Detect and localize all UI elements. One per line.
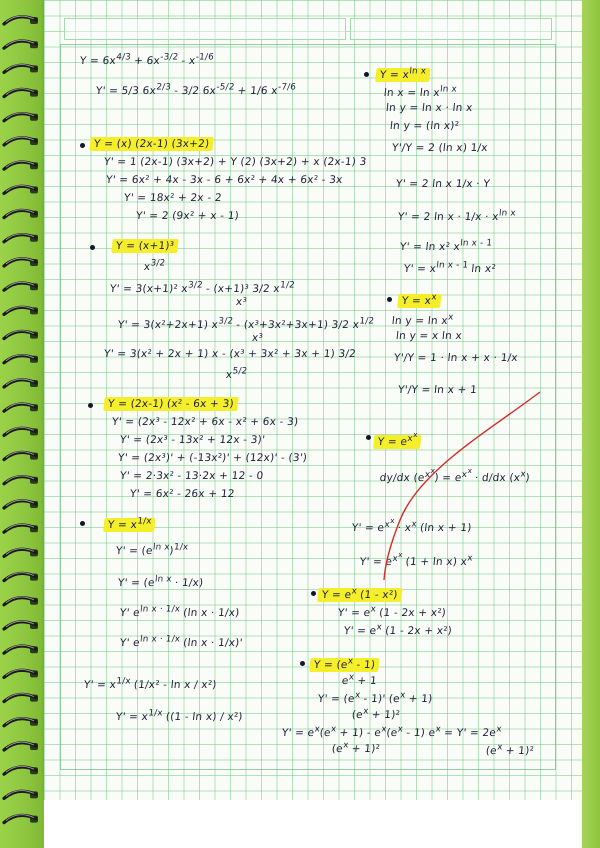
spiral-ring <box>4 65 38 73</box>
note-line-right-4: Y'/Y = 2 (ln x) 1/x <box>391 142 489 154</box>
note-line-right-26: $(e^x + 1)^2$ <box>331 740 381 755</box>
note-line-left-12: x³ <box>251 332 264 344</box>
spiral-ring <box>4 645 38 653</box>
spiral-ring <box>4 500 38 508</box>
note-line-left-20: Y' = 6x² - 26x + 12 <box>129 488 236 500</box>
spiral-ring <box>4 718 38 726</box>
spiral-ring <box>4 331 38 339</box>
note-line-left-5: Y' = 18x² + 2x - 2 <box>123 192 223 204</box>
spiral-ring <box>4 742 38 750</box>
bullet-dot <box>80 143 85 148</box>
note-line-right-5: Y' = 2 ln x 1/x · Y <box>395 178 491 190</box>
note-line-left-2: Y = (x) (2x-1) (3x+2) <box>89 138 214 150</box>
note-line-right-20: $Y' = e^x$ (1 - 2x + x²) <box>343 622 453 637</box>
note-line-left-19: Y' = 2·3x² - 13·2x + 12 - 0 <box>119 470 264 482</box>
note-line-left-8: $x^{3/2}$ <box>143 258 166 273</box>
spiral-ring <box>4 16 38 24</box>
note-line-left-21: $Y = x^{1/x}$ <box>103 516 156 531</box>
spiral-ring <box>4 307 38 315</box>
note-line-left-27: $Y' = x^{1/x}$ ((1 - ln x) / x²) <box>115 708 244 723</box>
note-line-right-6: Y' = 2 $\ln x \cdot 1/x \cdot x^{ln x}$ <box>397 208 517 223</box>
bullet-dot <box>311 591 316 596</box>
note-line-right-1: $\ln x = \ln x^{ln x}$ <box>383 84 458 99</box>
note-line-right-10: $\ln y = \ln x^x$ <box>391 312 455 327</box>
note-line-right-24: $(e^x + 1)^2$ <box>351 706 401 721</box>
note-line-left-1: Y' = 5/3 $6x^{2/3} - 3/2$ $6x^{-5/2} + 1/6$ $x^{-7/6}$ <box>95 82 297 97</box>
note-line-right-3: ln y = (ln x)² <box>389 120 460 132</box>
note-line-right-2: ln y = ln x · ln x <box>385 102 474 114</box>
page-header-box-left <box>64 18 346 40</box>
note-line-left-3: Y' = 1 (2x-1) (3x+2) + Y (2) (3x+2) + x (2x-1) 3 <box>103 156 368 168</box>
note-line-right-27: $(e^x + 1)^2$ <box>485 742 535 757</box>
spiral-ring <box>4 161 38 169</box>
note-line-left-25: Y' $e^{ln x \cdot 1/x}$ (ln x · 1/x)' <box>119 634 244 649</box>
spiral-ring <box>4 573 38 581</box>
spiral-ring <box>4 186 38 194</box>
bullet-dot <box>364 72 369 77</box>
spiral-ring <box>4 40 38 48</box>
note-line-right-18: $Y = e^x$ (1 - x²) <box>317 586 402 601</box>
note-line-right-12: Y'/Y = 1 · ln x + x · 1/x <box>393 352 519 364</box>
note-line-left-26: $Y' = x^{1/x}$ (1/x² - ln x / x²) <box>83 676 218 691</box>
spiral-ring <box>4 621 38 629</box>
spiral-ring <box>4 234 38 242</box>
note-line-right-23: $Y' = (e^x - 1)'$ $(e^x + 1)$ <box>317 690 434 705</box>
spiral-ring <box>4 549 38 557</box>
bullet-dot <box>366 435 371 440</box>
bullet-dot <box>90 245 95 250</box>
note-line-left-24: Y' $e^{ln x \cdot 1/x}$ (ln x · 1/x) <box>119 604 241 619</box>
note-line-right-22: $e^x + 1$ <box>341 672 378 687</box>
note-line-right-8: $Y' = x^{ln x - 1}$ ln x² <box>403 260 497 275</box>
spiral-ring <box>4 766 38 774</box>
note-line-left-6: Y' = 2 (9x² + x - 1) <box>135 210 240 222</box>
note-line-left-10: x³ <box>235 296 248 308</box>
note-line-right-25: $Y' = e^x(e^x + 1) - e^x(e^x - 1) e^x = Y' = 2e^x$ <box>281 724 503 739</box>
note-line-left-16: Y' = (2x³ - 12x² + 6x - x² + 6x - 3) <box>111 416 299 428</box>
spiral-ring <box>4 137 38 145</box>
spiral-ring <box>4 791 38 799</box>
note-line-left-15: Y = (2x-1) (x² - 6x + 3) <box>103 398 238 410</box>
note-line-right-21: $Y = (e^x - 1)$ <box>309 656 380 671</box>
bullet-dot <box>88 403 93 408</box>
note-line-right-17: $Y' = e^{x^x}$ (1 + ln x) $x^x$ <box>359 550 474 569</box>
note-line-left-11: Y' = 3(x²+2x+1) $x^{3/2} - (x^3+3x^2+3x+1)$ 3/2 $x^{1/2}$ <box>117 316 375 331</box>
spiral-ring <box>4 694 38 702</box>
note-line-left-22: $Y' = (e^{ln x})^{1/x}$ <box>115 542 189 557</box>
spiral-ring <box>4 670 38 678</box>
spiral-ring <box>4 210 38 218</box>
spiral-ring <box>4 403 38 411</box>
spiral-ring <box>4 282 38 290</box>
bullet-dot <box>387 297 392 302</box>
note-line-left-4: Y' = 6x² + 4x - 3x - 6 + 6x² + 4x + 6x² - 3x <box>105 174 344 186</box>
spiral-ring <box>4 379 38 387</box>
note-line-right-11: ln y = x ln x <box>395 330 463 342</box>
bullet-dot <box>80 521 85 526</box>
spiral-binding <box>0 0 46 848</box>
note-line-left-9: Y' = 3(x+1)² $x^{3/2} - (x+1)^3$ 3/2 $x^{1/2}$ <box>109 280 296 295</box>
note-line-left-23: $Y' = (e^{ln x} \cdot 1/x)$ <box>117 574 204 589</box>
note-line-left-13: Y' = 3(x² + 2x + 1) x - (x³ + 3x² + 3x + 1) 3/2 <box>103 348 357 360</box>
spiral-ring <box>4 815 38 823</box>
note-line-right-7: Y' = ln x² $x^{ln x - 1}$ <box>399 238 493 253</box>
spiral-ring <box>4 452 38 460</box>
note-line-right-13: Y'/Y = ln x + 1 <box>397 384 478 396</box>
page-bottom-margin <box>44 800 600 848</box>
note-line-left-17: Y' = (2x³ - 13x² + 12x - 3)' <box>119 434 266 446</box>
note-line-left-7: Y = (x+1)³ <box>111 240 178 252</box>
notebook-cover-edge <box>582 0 600 848</box>
note-line-right-16: $Y' = e^{x^x} \cdot x^x$ (ln x + 1) <box>351 516 473 535</box>
note-line-left-18: Y' = (2x³)' + (-13x²)' + (12x)' - (3') <box>117 452 308 464</box>
note-line-right-9: $Y = x^x$ <box>397 292 441 307</box>
note-line-left-14: $x^{5/2}$ <box>225 366 248 381</box>
spiral-ring <box>4 428 38 436</box>
spiral-ring <box>4 355 38 363</box>
note-line-right-19: $Y' = e^x$ (1 - 2x + x²) <box>337 604 447 619</box>
note-line-right-15: dy/dx $(e^{x^x}) = e^{x^x} \cdot d/dx$ $(x^x)$ <box>379 466 531 485</box>
spiral-ring <box>4 113 38 121</box>
note-line-left-0: $Y = 6x^{4/3} + 6x^{-3/2} - x^{-1/6}$ <box>79 52 215 67</box>
bullet-dot <box>300 661 305 666</box>
note-line-right-0: $Y = x^{ln x}$ <box>375 66 430 81</box>
spiral-ring <box>4 597 38 605</box>
note-line-right-14: $Y = e^{x^x}$ <box>373 430 422 448</box>
spiral-ring <box>4 476 38 484</box>
spiral-ring <box>4 524 38 532</box>
spiral-ring <box>4 258 38 266</box>
page-header-box-right <box>350 18 552 40</box>
spiral-ring <box>4 89 38 97</box>
